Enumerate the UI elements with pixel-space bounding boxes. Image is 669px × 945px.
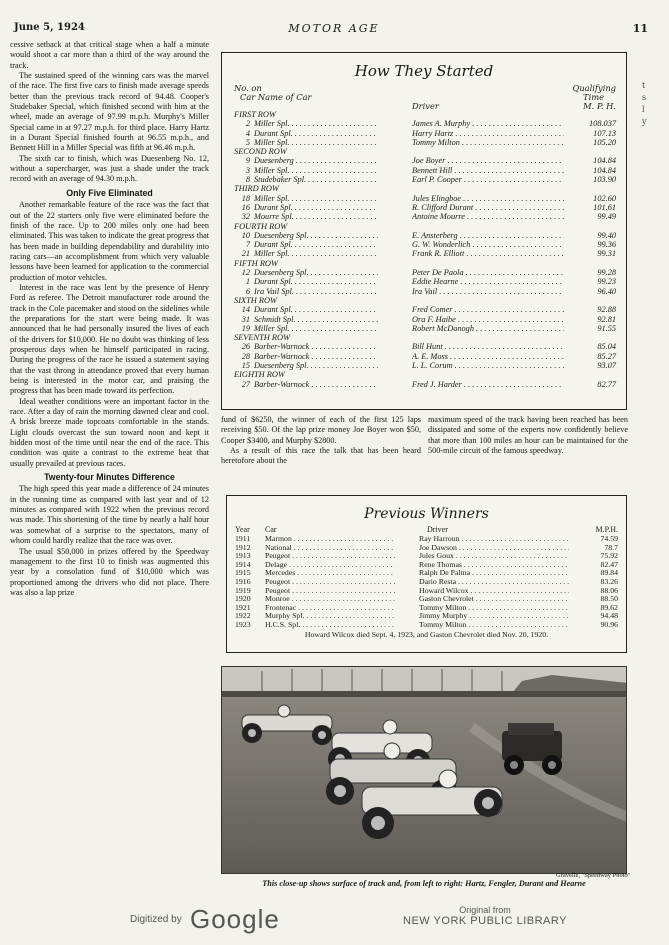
paragraph: fund of $6250, the winner of each of the first 125 laps receiving $50. Of the lap prize money Joe Boyer won $50, Cooper $3400, and Murphy $2800. [221, 415, 421, 445]
grid-row-label: SEVENTH ROW [234, 333, 291, 343]
winner-car: H.C.S. Spl. . . . [265, 620, 395, 629]
entry-car: Durant Spl. . . . [254, 277, 378, 286]
entry-driver: A. E. Moss . . . [412, 352, 564, 361]
starting-grid-header [234, 83, 616, 110]
library-name: NEW YORK PUBLIC LIBRARY [403, 915, 567, 927]
entry-car: Barber-Warnock . . . [254, 342, 378, 351]
entry-driver: James A. Murphy . . . [412, 119, 564, 128]
entry-driver: Frank R. Elliott . . . [412, 249, 564, 258]
winner-mph: 82.47 [600, 559, 618, 569]
winner-car: Peugeot . . . [265, 586, 395, 595]
section-heading: Twenty-four Minutes Difference [44, 472, 175, 483]
entry-mph: 101.61 [593, 202, 616, 212]
original-from-label: Original from [459, 905, 511, 915]
entry-driver: Bill Hunt . . . [412, 342, 564, 351]
entry-car: Duesenberg Spl. . . . [254, 231, 378, 240]
how-they-started-box [221, 52, 627, 410]
entry-car: Barber-Warnock . . . [254, 380, 378, 389]
winners-table [227, 534, 626, 629]
right-column-article [428, 415, 628, 456]
entry-mph: 103.90 [593, 175, 616, 185]
winner-mph: 88.50 [600, 594, 618, 604]
left-column-article [10, 40, 209, 598]
entry-mph: 85.04 [597, 342, 616, 352]
header-qualifying: Qualifying [572, 83, 616, 93]
entry-no: 21 [241, 249, 250, 259]
entry-mph: 99.49 [597, 212, 616, 222]
winner-row [235, 603, 618, 612]
entry-no: 4 [245, 128, 250, 138]
winners-header [235, 525, 618, 534]
entry-mph: 85.27 [597, 351, 616, 361]
grid-entry [234, 194, 616, 203]
header-mph: M. P. H. [583, 101, 616, 111]
grid-entry [234, 138, 616, 147]
how-they-started-title: How They Started [354, 62, 494, 80]
entry-car: Miller Spl. . . . [254, 194, 378, 203]
winner-mph: 94.48 [600, 611, 618, 621]
winner-row [235, 551, 618, 560]
entry-car: Schmidt Spl. . . . [254, 315, 378, 324]
entry-car: Durant Spl. . . . [254, 240, 378, 249]
entry-driver: E. Ansterberg . . . [412, 231, 564, 240]
winner-year: 1915 [235, 568, 251, 578]
winners-header-year: Year [235, 525, 250, 534]
entry-mph: 104.84 [593, 156, 616, 166]
entry-car: Duesenberg . . . [254, 156, 378, 165]
entry-car: Miller Spl. . . . [254, 324, 378, 333]
winner-mph: 88.06 [600, 585, 618, 595]
gutter-letter: y [642, 117, 647, 126]
paragraph: The usual $50,000 in prizes offered by the Speedway management to the first 10 to finish was augmented this year by a consolation fund of $10,000 which was proportioned among the drivers who did not place. There was also a lap prize [10, 546, 209, 597]
winner-driver: Gaston Chevrolet . . . [419, 594, 569, 603]
photo-credit: Gravelle, "Speedway Photo" [556, 872, 631, 879]
grid-entry [234, 203, 616, 212]
grid-row-label: FOURTH ROW [234, 221, 288, 231]
entry-no: 7 [245, 240, 250, 250]
winner-driver: Ray Harroun . . . [419, 534, 569, 543]
entry-driver: Antoine Mourre . . . [412, 212, 564, 221]
grid-entry [234, 324, 616, 333]
winner-row [235, 534, 618, 543]
page-number: 11 [632, 22, 648, 35]
winner-year: 1922 [235, 611, 251, 621]
winner-row [235, 577, 618, 586]
entry-no: 12 [241, 268, 250, 278]
winner-mph: 75.92 [600, 551, 618, 561]
grid-row-label: THIRD ROW [234, 184, 279, 194]
entry-mph: 99.40 [597, 230, 616, 240]
entry-no: 32 [241, 212, 250, 222]
entry-mph: 99.28 [597, 268, 616, 278]
grid-row-label: SECOND ROW [234, 147, 287, 157]
entry-driver: G. W. Wonderlich . . . [412, 240, 564, 249]
entry-driver: Joe Boyer . . . [412, 156, 564, 165]
grid-row-label: EIGHTH ROW [234, 370, 285, 380]
winner-car: Peugeot . . . [265, 577, 395, 586]
entry-driver: Fred Comer . . . [412, 305, 564, 314]
entry-no: 8 [245, 175, 250, 185]
entry-driver: Tommy Milton . . . [412, 138, 564, 147]
winner-driver: Joe Dawson . . . [419, 543, 569, 552]
entry-driver: Ira Vail . . . [412, 287, 564, 296]
winner-year: 1921 [235, 602, 251, 612]
winner-year: 1912 [235, 542, 251, 552]
grid-entry [234, 361, 616, 370]
page-header [14, 22, 654, 38]
entry-no: 27 [241, 379, 250, 389]
magazine-title: MOTOR AGE [288, 22, 380, 35]
winner-mph: 90.96 [600, 619, 618, 629]
entry-driver: R. Clifford Durant . . . [412, 203, 564, 212]
winner-year: 1919 [235, 585, 251, 595]
winner-row [235, 620, 618, 629]
entry-no: 10 [241, 230, 250, 240]
grid-row-label: FIRST ROW [234, 110, 276, 119]
entry-mph: 96.40 [597, 286, 616, 296]
winner-driver: Ralph De Palma . . . [419, 568, 569, 577]
entry-driver: Eddie Hearne . . . [412, 277, 564, 286]
winner-car: Peugeot . . . [265, 551, 395, 560]
winner-year: 1923 [235, 619, 251, 629]
section-heading: Only Five Eliminated [66, 187, 153, 198]
race-cars-photo [221, 666, 627, 874]
winner-row [235, 594, 618, 603]
entry-car: Barber-Warnock . . . [254, 352, 378, 361]
winner-mph: 74.59 [600, 534, 618, 543]
entry-no: 18 [241, 193, 250, 203]
paragraph: Ideal weather conditions were an important factor in the race. After a day of rain the morning dawned clear and cool. A brisk breeze made topcoats comfortable in the stands. Light clouds overcast the sun toward noon and kept it hidden most of the time until near the end of the race. This condition was quite a contrast to the extreme heat that usually prevailed at previous races. [10, 396, 209, 468]
winner-mph: 83.26 [600, 576, 618, 586]
entry-driver: L. L. Corum . . . [412, 361, 564, 370]
winner-driver: Tommy Milton . . . [419, 603, 569, 612]
gutter-letter: s [642, 93, 647, 102]
entry-driver: Bennett Hill . . . [412, 166, 564, 175]
entry-driver: Robert McDonogh . . . [412, 324, 564, 333]
entry-mph: 99.23 [597, 277, 616, 287]
winner-car: Frontenac . . . [265, 603, 395, 612]
entry-car: Miller Spl. . . . [254, 138, 378, 147]
winners-note: Howard Wilcox died Sept. 4, 1923, and Gaston Chevrolet died Nov. 20, 1920. [304, 629, 549, 639]
photo-caption: This close-up shows surface of track and, from left to right: Hartz, Fengler, Durant and Hearne [262, 879, 586, 888]
starting-grid-table [222, 110, 626, 389]
entry-mph: 108.037 [589, 119, 616, 129]
winner-car: National . . . [265, 543, 395, 552]
entry-car: Ira Vail Spl. . . . [254, 287, 378, 296]
entry-mph: 92.88 [597, 305, 616, 315]
header-car-name: Car Name of Car [240, 92, 312, 102]
winner-year: 1913 [235, 551, 251, 561]
paragraph: cessive setback at that critical stage when a half a minute would shoot a car more than a third of the way around the track. [10, 40, 209, 70]
grid-entry [234, 166, 616, 175]
entry-driver: Fred J. Harder . . . [412, 380, 564, 389]
entry-car: Miller Spl. . . . [254, 166, 378, 175]
grid-entry [234, 231, 616, 240]
header-no-on: No. on [234, 83, 262, 93]
grid-entry [234, 287, 616, 296]
winner-driver: Dario Resta . . . [419, 577, 569, 586]
grid-entry [234, 175, 616, 184]
winner-car: Murphy Spl. . . . [265, 611, 395, 620]
winners-header-mph: M.P.H. [595, 525, 618, 534]
entry-car: Durant Spl. . . . [254, 129, 378, 138]
grid-row-label: SIXTH ROW [234, 295, 278, 305]
winner-row [235, 568, 618, 577]
google-wordmark: Google [190, 904, 280, 934]
entry-no: 6 [245, 286, 250, 296]
entry-no: 26 [241, 342, 250, 352]
entry-driver: Jules Elingboe . . . [412, 194, 564, 203]
winner-car: Monroe . . . [265, 594, 395, 603]
entry-mph: 91.55 [597, 323, 616, 333]
grid-entry [234, 212, 616, 221]
grid-entry [234, 315, 616, 324]
grid-entry [234, 119, 616, 128]
winner-driver: Jimmy Murphy . . . [419, 611, 569, 620]
winner-row [235, 560, 618, 569]
winner-year: 1916 [235, 576, 251, 586]
grid-entry [234, 240, 616, 249]
nypl-footer [385, 905, 585, 927]
entry-mph: 92.81 [597, 314, 616, 324]
grid-entry [234, 268, 616, 277]
entry-mph: 82.77 [597, 379, 616, 389]
entry-driver: Ora F. Haibe . . . [412, 315, 564, 324]
previous-winners-title: Previous Winners [364, 506, 489, 522]
paragraph: maximum speed of the track having been reached has been dissipated and some of the experts now confidently believe that more than 100 miles an hour can be maintained for the 500-mile circuit of the famous speedway. [428, 415, 628, 456]
entry-no: 2 [245, 119, 250, 129]
entry-no: 31 [241, 314, 250, 324]
gutter-letter: t [642, 81, 646, 90]
winner-mph: 89.84 [600, 568, 618, 578]
gutter-letter: l [642, 105, 645, 114]
winner-car: Delage . . . [265, 560, 395, 569]
middle-column-article [221, 415, 421, 467]
winner-year: 1914 [235, 559, 251, 569]
entry-car: Duesenberg Spl. . . . [254, 268, 378, 277]
entry-no: 16 [241, 202, 250, 212]
grid-entry [234, 277, 616, 286]
winner-mph: 78.7 [604, 542, 618, 552]
header-time: Time [583, 92, 604, 102]
previous-winners-box [226, 495, 627, 653]
winners-header-driver: Driver [427, 525, 448, 534]
gutter-letters [642, 80, 654, 128]
entry-car: Studebaker Spl. . . . [254, 175, 378, 184]
entry-car: Mourre Spl. . . . [254, 212, 378, 221]
paragraph: As a result of this race the talk that has been heard heretofore about the [221, 446, 421, 466]
entry-car: Miller Spl. . . . [254, 119, 378, 128]
entry-no: 15 [241, 361, 250, 371]
winner-row [235, 611, 618, 620]
grid-entry [234, 156, 616, 165]
grid-row-label: FIFTH ROW [234, 258, 278, 268]
entry-car: Durant Spl. . . . [254, 305, 378, 314]
header-driver: Driver [412, 101, 439, 111]
entry-no: 19 [241, 323, 250, 333]
winner-row [235, 543, 618, 552]
race-cars-illustration [222, 667, 627, 874]
entry-no: 9 [245, 156, 250, 166]
grid-entry [234, 129, 616, 138]
entry-no: 5 [245, 137, 250, 147]
entry-mph: 93.07 [597, 361, 616, 371]
entry-mph: 104.84 [593, 165, 616, 175]
entry-driver: Earl P. Cooper . . . [412, 175, 564, 184]
entry-no: 1 [245, 277, 250, 287]
entry-no: 14 [241, 305, 250, 315]
paragraph: The sustained speed of the winning cars was the marvel of the race. The first five cars to finish made average speeds better than the previous track record of 94.48. Cooper's Studebaker Special, which finished second with him at the wheel, made an average of 97.99 m.p.h. Murphy's Miller Special came in at 97.27 m.p.h. for third place. Harry Hartz in a Durant Special finished fourth at 96.55 m.p.h., and Bennett Hill in a Miller Special was fifth at 96.46 m.p.h. [10, 71, 209, 153]
entry-no: 3 [245, 165, 250, 175]
winner-driver: Rene Thomas . . . [419, 560, 569, 569]
entry-car: Duesenberg Spl. . . . [254, 361, 378, 370]
paragraph: Interest in the race was lent by the presence of Henry Ford as referee. The Detroit manufacturer rode around the track in the Cole pacemaker and stood on the sidelines while the preparations for the start were being made. It was announced that he had personally insured the lives of each of the drivers for $10,000. He no doubt was thinking of less prosperous days when he himself participated in racing. During the progress of the race he issued a statement saying that the vast throng in attendance proved that every human being is interested in the motor car, and praising the progress that has been made toward its perfection. [10, 282, 209, 396]
digitized-by-label: Digitized by [130, 914, 182, 925]
entry-mph: 107.13 [593, 128, 616, 138]
winner-car: Marmon . . . [265, 534, 395, 543]
winner-driver: Howard Wilcox . . . [419, 586, 569, 595]
entry-mph: 99.36 [597, 240, 616, 250]
grid-entry [234, 352, 616, 361]
grid-entry [234, 342, 616, 351]
entry-mph: 105.20 [593, 137, 616, 147]
winner-driver: Jules Goux . . . [419, 551, 569, 560]
issue-date: June 5, 1924 [14, 22, 85, 33]
grid-entry [234, 305, 616, 314]
entry-driver: Peter De Paola . . . [412, 268, 564, 277]
grid-entry [234, 249, 616, 258]
entry-mph: 99.31 [597, 249, 616, 259]
entry-car: Miller Spl. . . . [254, 249, 378, 258]
winner-driver: Tommy Milton . . . [419, 620, 569, 629]
winner-car: Mercedes . . . [265, 568, 395, 577]
winner-row [235, 586, 618, 595]
paragraph: The high speed this year made a difference of 24 minutes in the running time as compared with last year and of 12 minutes as compared with 1922 when the previous record was made. This shortening of the time by nearly a half hour was somewhat of a surprise to the spectators, many of whom could hardly realize that the race was over. [10, 484, 209, 546]
winners-header-car: Car [265, 525, 277, 534]
winner-year: 1911 [235, 534, 251, 543]
paragraph: The sixth car to finish, which was Duesenberg No. 12, without a supercharger, was just a shade under the track record with an average of 94.30 m.p.h. [10, 153, 209, 184]
entry-no: 28 [241, 351, 250, 361]
grid-entry [234, 380, 616, 389]
entry-driver: Harry Hartz . . . [412, 129, 564, 138]
entry-car: Durant Spl. . . . [254, 203, 378, 212]
paragraph: Another remarkable feature of the race was the fact that out of the 22 starters only five were eliminated before the finish of the race. Up to 200 miles only one had been eliminated. This was taken to indicate the great progress that has been made in building dependability and durability into racing cars—an accomplishment from which very valuable lessons have been learned for application to the commercial production of motor vehicles. [10, 200, 209, 282]
entry-mph: 102.60 [593, 193, 616, 203]
winner-mph: 89.62 [600, 602, 618, 612]
winner-year: 1920 [235, 594, 251, 604]
